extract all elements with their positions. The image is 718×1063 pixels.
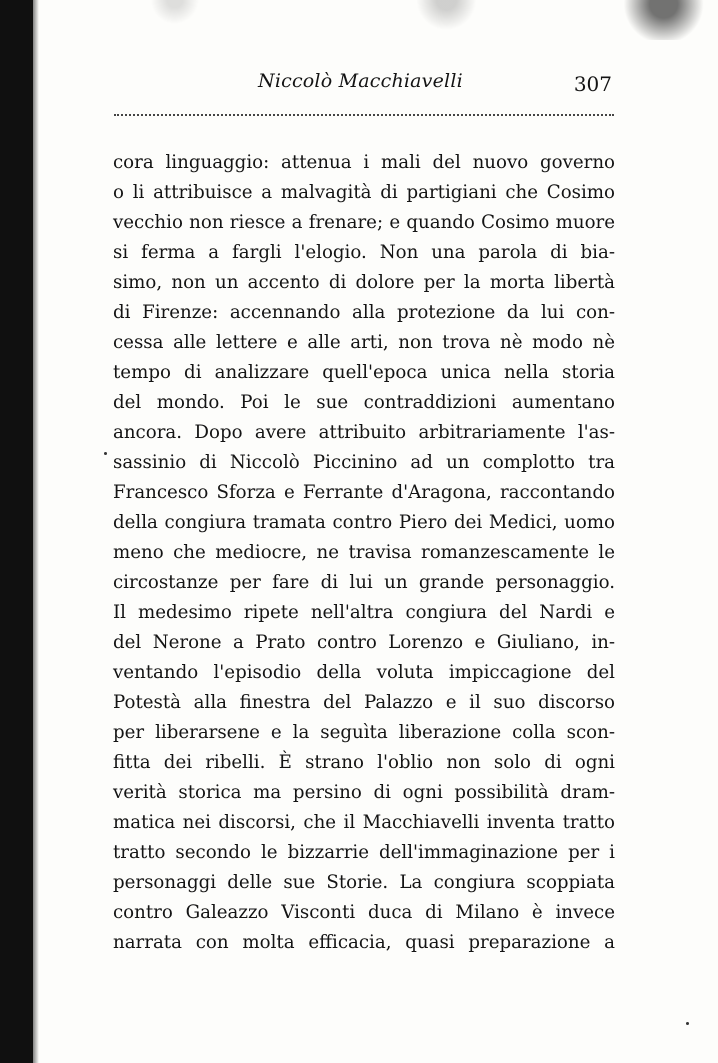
text-line: tempo di analizzare quell'epoca unica nella storia bbox=[113, 362, 615, 383]
text-line: meno che mediocre, ne travisa romanzescamente le bbox=[113, 542, 615, 563]
text-line: fitta dei ribelli. È strano l'oblio non solo di ogni bbox=[113, 752, 615, 773]
text-line: tratto secondo le bizzarrie dell'immaginazione per i bbox=[113, 842, 615, 863]
body-text bbox=[113, 148, 615, 958]
scan-gutter bbox=[0, 0, 33, 1063]
text-line: del Nerone a Prato contro Lorenzo e Giuliano, in- bbox=[113, 632, 615, 653]
text-line: ancora. Dopo avere attribuito arbitrariamente l'as- bbox=[113, 422, 615, 443]
text-line: di Firenze: accennando alla protezione da lui con- bbox=[113, 302, 615, 323]
text-line: Potestà alla finestra del Palazzo e il suo discorso bbox=[113, 692, 615, 713]
text-line: si ferma a fargli l'elogio. Non una parola di bia- bbox=[113, 242, 615, 263]
page-number: 307 bbox=[573, 72, 612, 96]
text-line: simo, non un accento di dolore per la morta libertà bbox=[113, 272, 615, 293]
text-line: circostanze per fare di lui un grande personaggio. bbox=[113, 572, 615, 593]
text-line: narrata con molta efficacia, quasi preparazione a bbox=[113, 932, 615, 953]
text-line: Francesco Sforza e Ferrante d'Aragona, raccontando bbox=[113, 482, 615, 503]
text-line: cessa alle lettere e alle arti, non trova nè modo nè bbox=[113, 332, 615, 353]
text-line: o li attribuisce a malvagità di partigiani che Cosimo bbox=[113, 182, 615, 203]
text-line: matica nei discorsi, che il Macchiavelli inventa tratto bbox=[113, 812, 615, 833]
text-line: della congiura tramata contro Piero dei Medici, uomo bbox=[113, 512, 615, 533]
header-rule bbox=[114, 114, 614, 116]
text-line: sassinio di Niccolò Piccinino ad un complotto tra bbox=[113, 452, 615, 473]
text-line: verità storica ma persino di ogni possibilità dram- bbox=[113, 782, 615, 803]
margin-speck bbox=[686, 1022, 689, 1025]
text-line: contro Galeazzo Visconti duca di Milano è invece bbox=[113, 902, 615, 923]
text-line: ventando l'episodio della voluta impiccagione del bbox=[113, 662, 615, 683]
text-line: personaggi delle sue Storie. La congiura scoppiata bbox=[113, 872, 615, 893]
margin-speck bbox=[104, 452, 107, 455]
text-line: cora linguaggio: attenua i mali del nuovo governo bbox=[113, 152, 615, 173]
scan-speckle bbox=[39, 0, 718, 40]
running-title: Niccolò Macchiavelli bbox=[258, 70, 463, 92]
text-line: per liberarsene e la seguìta liberazione colla scon- bbox=[113, 722, 615, 743]
text-line: Il medesimo ripete nell'altra congiura del Nardi e bbox=[113, 602, 615, 623]
text-line: del mondo. Poi le sue contraddizioni aumentano bbox=[113, 392, 615, 413]
text-line: vecchio non riesce a frenare; e quando Cosimo muore bbox=[113, 212, 615, 233]
gutter-shadow bbox=[33, 0, 39, 1063]
page-header bbox=[110, 66, 620, 102]
